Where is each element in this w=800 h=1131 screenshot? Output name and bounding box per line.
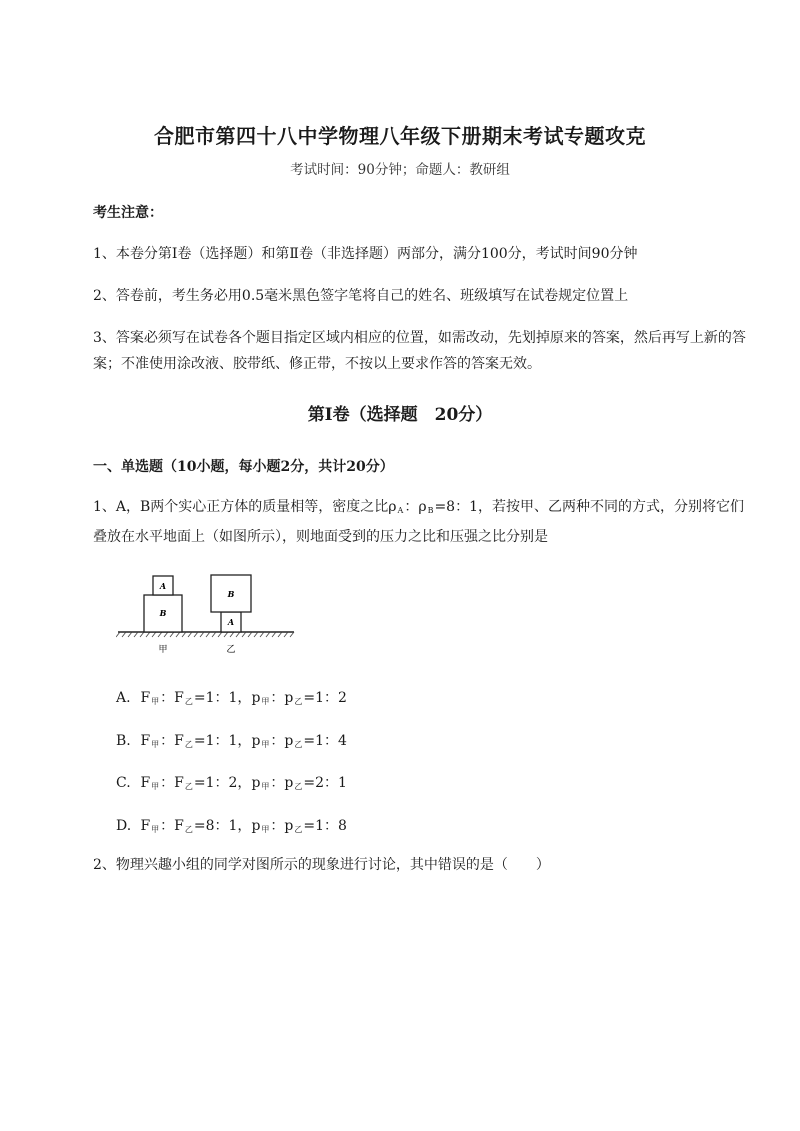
option-f-ratio: =1：2， <box>193 775 252 791</box>
q1-sub-b: B <box>427 506 434 515</box>
q1-sub-a: A <box>397 506 404 515</box>
option-p-ratio: =2：1 <box>303 775 347 791</box>
option-b[interactable]: B. $F_甲$：$F_乙=1$：1，$p_甲$：$p_乙=1$：4 <box>116 733 347 749</box>
jia-label-a: A <box>159 581 167 591</box>
label-yi: 乙 <box>226 645 236 655</box>
exam-subtitle: 考试时间：90分钟；命题人：教研组 <box>290 162 510 178</box>
notice-item-3: 3、答案必须写在试卷各个题目指定区域内相应的位置，如需改动，先划掉原来的答案，然后再写上新的答案；不准使用涂改液、胶带纸、修正带，不按以上要求作答的答案无效。 <box>93 330 746 372</box>
notice-item-1: 1、本卷分第I卷（选择题）和第Ⅱ卷（非选择题）两部分，满分100分，考试时间90分钟 <box>93 246 638 262</box>
option-f-ratio: =8：1， <box>193 818 252 834</box>
blocks-diagram <box>116 568 296 660</box>
exam-title: 合肥市第四十八中学物理八年级下册期末考试专题攻克 <box>154 124 646 148</box>
option-letter: B. <box>116 733 131 749</box>
yi-label-a: A <box>227 617 235 627</box>
yi-label-b: B <box>227 589 235 599</box>
option-letter: A. <box>116 690 131 706</box>
question-1-text <box>93 494 753 550</box>
section-title: 第I卷（选择题 20分） <box>307 405 493 425</box>
option-p-ratio: =1：4 <box>303 733 347 749</box>
option-a[interactable]: A. $F_甲$：$F_乙=1$：1，$p_甲$：$p_乙=1$：2 <box>116 690 347 706</box>
label-jia: 甲 <box>158 645 168 655</box>
q1-text-end: =8：1，若按甲、乙两种不同的方式，分别将它们叠放在水平地面上（如图所示），则地面受到的压力之比和压强之比分别是 <box>93 499 744 545</box>
question-2-text: 2、物理兴趣小组的同学对图所示的现象进行讨论，其中错误的是（ ） <box>93 857 550 873</box>
option-letter: C. <box>116 775 131 791</box>
option-p-ratio: =1：2 <box>303 690 347 706</box>
notice-heading: 考生注意： <box>93 205 163 221</box>
jia-label-b: B <box>159 608 167 618</box>
option-f-ratio: =1：1， <box>193 690 252 706</box>
notice-item-2: 2、答卷前，考生务必用0.5毫米黑色签字笔将自己的姓名、班级填写在试卷规定位置上 <box>93 288 629 304</box>
option-d[interactable]: D. $F_甲$：$F_乙=8$：1，$p_甲$：$p_乙=1$：8 <box>116 818 347 834</box>
option-letter: D. <box>116 818 132 834</box>
option-f-ratio: =1：1， <box>193 733 252 749</box>
q1-text-start: 1、A，B两个实心正方体的质量相等，密度之比ρ <box>93 499 397 515</box>
option-c[interactable]: C. $F_甲$：$F_乙=1$：2，$p_甲$：$p_乙=2$：1 <box>116 775 347 791</box>
q1-colon: ：ρ <box>404 499 427 515</box>
option-p-ratio: =1：8 <box>303 818 347 834</box>
stacked-blocks-figure <box>116 568 296 660</box>
part-heading: 一、单选题（10小题，每小题2分，共计20分） <box>93 459 394 475</box>
